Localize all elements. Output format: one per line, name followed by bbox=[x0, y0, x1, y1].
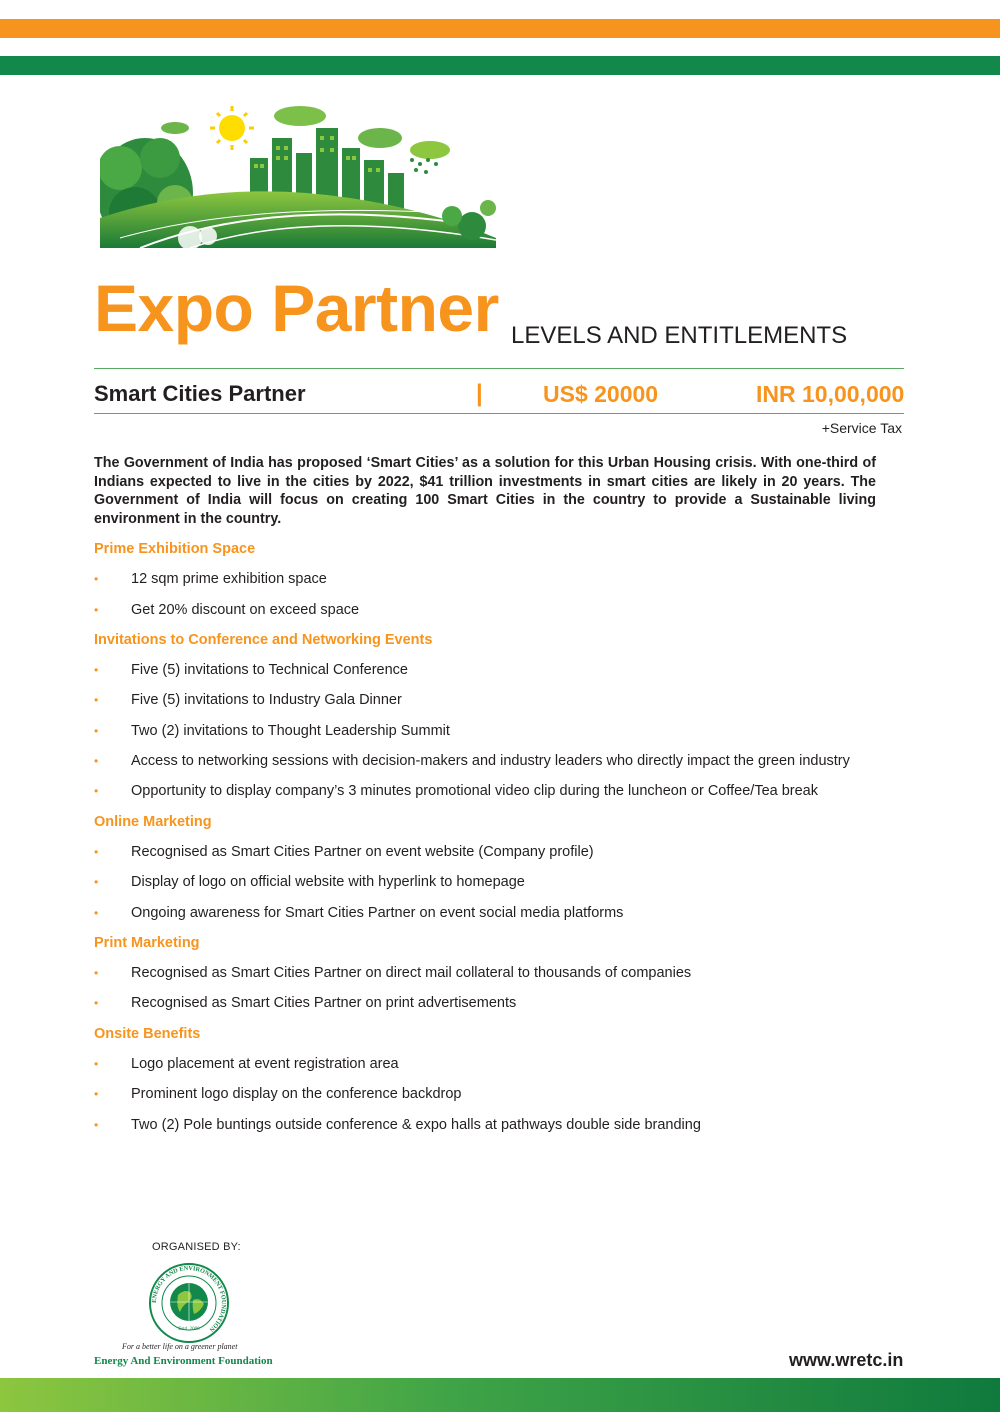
list-item-text: Two (2) invitations to Thought Leadership Summit bbox=[131, 722, 450, 739]
partner-level-name: Smart Cities Partner bbox=[94, 381, 306, 406]
list-item bbox=[94, 750, 914, 780]
top-orange-band bbox=[0, 19, 1000, 38]
bullet-dot-icon: • bbox=[94, 663, 99, 678]
bullet-list bbox=[94, 659, 914, 810]
list-item bbox=[94, 599, 914, 629]
service-tax-note: +Service Tax bbox=[821, 420, 902, 436]
sun-icon bbox=[210, 106, 254, 150]
list-item bbox=[94, 962, 914, 992]
logo-estd: Estd. 2008 bbox=[178, 1327, 200, 1332]
list-item-text: Two (2) Pole buntings outside conference & expo halls at pathways double side branding bbox=[131, 1116, 701, 1133]
list-item bbox=[94, 902, 914, 932]
list-item-text: Logo placement at event registration area bbox=[131, 1056, 399, 1073]
partner-separator: | bbox=[476, 380, 483, 407]
org-tagline: For a better life on a greener planet bbox=[122, 1342, 238, 1351]
list-item-text: Access to networking sessions with decision-makers and industry leaders who directly impact the green industry bbox=[131, 753, 850, 770]
list-item-text: Ongoing awareness for Smart Cities Partner on event social media platforms bbox=[131, 904, 624, 921]
organised-by-label: ORGANISED BY: bbox=[152, 1241, 241, 1253]
bullet-dot-icon: • bbox=[94, 572, 99, 587]
list-item bbox=[94, 992, 914, 1022]
list-item bbox=[94, 1114, 914, 1144]
price-inr: INR 10,00,000 bbox=[756, 381, 905, 407]
bullet-dot-icon: • bbox=[94, 966, 99, 981]
bullet-list bbox=[94, 1053, 914, 1144]
list-item bbox=[94, 871, 914, 901]
bullet-dot-icon: • bbox=[94, 723, 99, 738]
bullet-dot-icon: • bbox=[94, 1087, 99, 1102]
section-heading: Online Marketing bbox=[94, 813, 212, 830]
bullet-dot-icon: • bbox=[94, 754, 99, 769]
list-item-text: Recognised as Smart Cities Partner on print advertisements bbox=[131, 995, 517, 1012]
section-heading: Onsite Benefits bbox=[94, 1025, 201, 1042]
list-item-text: Prominent logo display on the conference backdrop bbox=[131, 1086, 462, 1103]
bullet-dot-icon: • bbox=[94, 1057, 99, 1072]
list-item bbox=[94, 720, 914, 750]
price-usd: US$ 20000 bbox=[543, 381, 659, 407]
org-name: Energy And Environment Foundation bbox=[94, 1355, 273, 1367]
bullet-list bbox=[94, 841, 914, 932]
list-item-text: Five (5) invitations to Technical Conference bbox=[131, 662, 408, 679]
bullet-list bbox=[94, 962, 914, 1023]
website-url[interactable]: www.wretc.in bbox=[789, 1350, 904, 1370]
divider-top bbox=[94, 368, 904, 369]
bullet-dot-icon: • bbox=[94, 1117, 99, 1132]
entitlements-list bbox=[94, 538, 914, 1144]
bullet-dot-icon: • bbox=[94, 784, 99, 799]
list-item bbox=[94, 659, 914, 689]
list-item-text: Opportunity to display company’s 3 minutes promotional video clip during the luncheon or Coffee/Tea break bbox=[131, 783, 819, 800]
bottom-green-band bbox=[0, 1378, 1000, 1412]
list-item bbox=[94, 780, 914, 810]
list-item bbox=[94, 568, 914, 598]
list-item bbox=[94, 689, 914, 719]
list-item bbox=[94, 841, 914, 871]
bullet-list bbox=[94, 568, 914, 629]
list-item-text: Recognised as Smart Cities Partner on direct mail collateral to thousands of companies bbox=[131, 965, 692, 982]
top-green-band bbox=[0, 56, 1000, 75]
globe-seal-logo bbox=[148, 1262, 230, 1344]
section-heading: Prime Exhibition Space bbox=[94, 541, 256, 557]
list-item bbox=[94, 1083, 914, 1113]
list-item-text: Get 20% discount on exceed space bbox=[131, 601, 360, 618]
intro-paragraph: The Government of India has proposed ‘Smart Cities’ as a solution for this Urban Housing crisis. With one-third of Indians expected to live in the cities by 2022, $41 trillion investments in smart cities are likely in 20 years. The Government of India will focus on creating 100 Smart Cities in the country to provide a Sustainable living environment in the country. bbox=[94, 455, 876, 527]
green-city-illustration bbox=[100, 98, 496, 248]
bullet-dot-icon: • bbox=[94, 602, 99, 617]
bullet-dot-icon: • bbox=[94, 875, 99, 890]
list-item-text: Recognised as Smart Cities Partner on event website (Company profile) bbox=[131, 843, 594, 860]
list-item-text: 12 sqm prime exhibition space bbox=[131, 571, 327, 588]
list-item bbox=[94, 1053, 914, 1083]
page-subtitle: LEVELS AND ENTITLEMENTS bbox=[511, 322, 848, 349]
divider-bottom bbox=[94, 413, 904, 414]
list-item-text: Display of logo on official website with hyperlink to homepage bbox=[131, 874, 525, 891]
logo-ring-text: ENERGY AND ENVIRONMENT FOUNDATION bbox=[150, 1264, 228, 1333]
section-heading: Invitations to Conference and Networking Events bbox=[94, 631, 433, 648]
page-title: Expo Partner bbox=[94, 271, 499, 345]
bullet-dot-icon: • bbox=[94, 693, 99, 708]
bullet-dot-icon: • bbox=[94, 905, 99, 920]
list-item-text: Five (5) invitations to Industry Gala Dinner bbox=[131, 692, 402, 709]
section-heading: Print Marketing bbox=[94, 934, 200, 951]
bullet-dot-icon: • bbox=[94, 996, 99, 1011]
bullet-dot-icon: • bbox=[94, 844, 99, 859]
